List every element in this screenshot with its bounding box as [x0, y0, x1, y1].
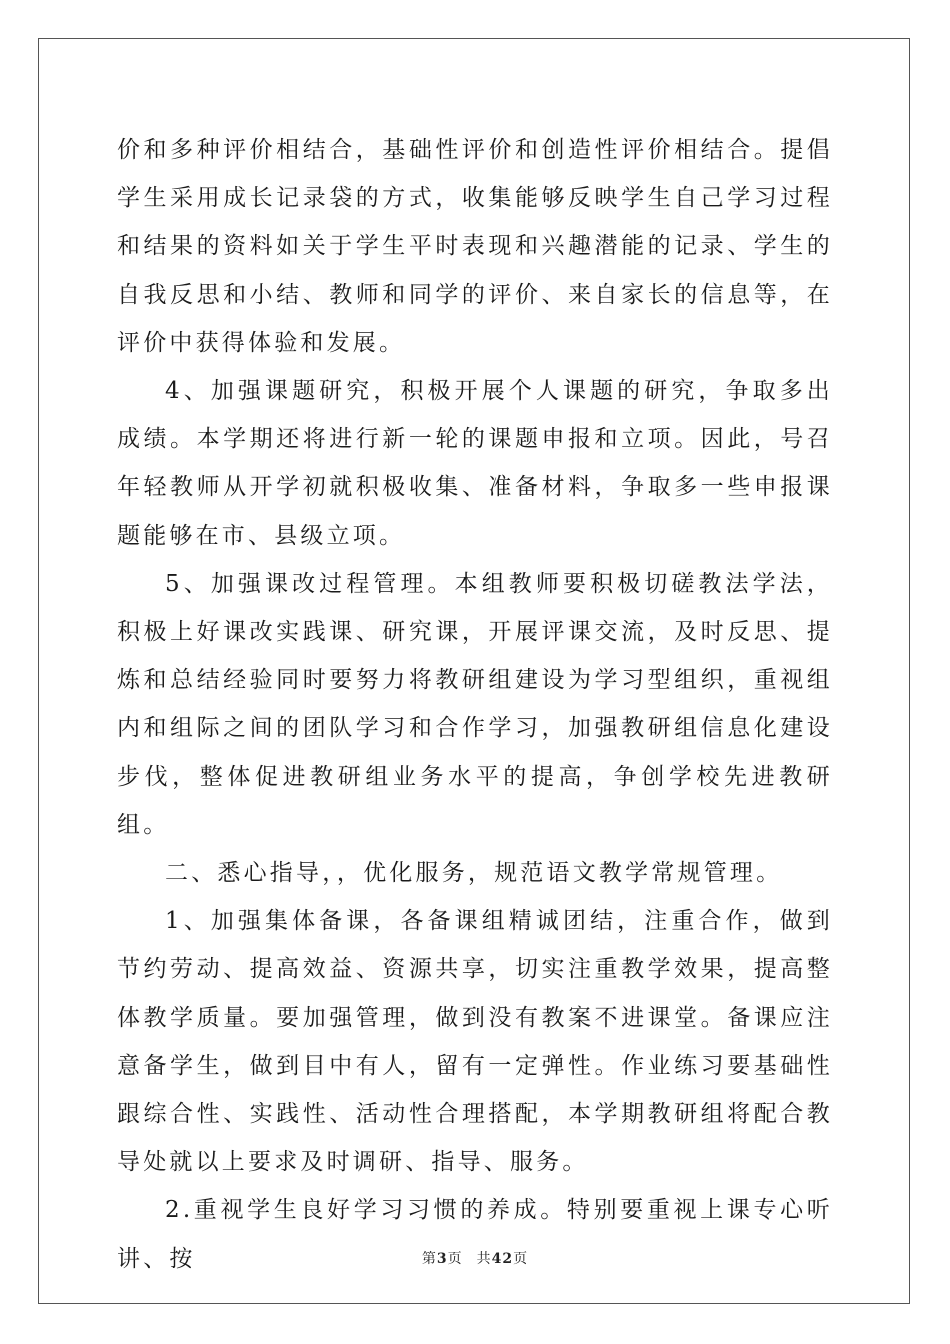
page-suffix: 页	[447, 1251, 463, 1267]
page-footer	[0, 1248, 950, 1268]
page-prefix: 第	[421, 1251, 437, 1267]
total-suffix: 页	[513, 1251, 529, 1267]
paragraph-item-1: 1、加强集体备课，各备课组精诚团结，注重合作，做到节约劳动、提高效益、资源共享，切实注重教学效果，提高整体教学质量。要加强管理，做到没有教案不进课堂。备课应注意备学生，做到目中有人，留有一定弹性。作业练习要基础性跟综合性、实践性、活动性合理搭配，本学期教研组将配合教导处就以上要求及时调研、指导、服务。	[117, 908, 833, 1176]
section-heading-2: 二、悉心指导，，优化服务，规范语文教学常规管理。	[165, 860, 783, 887]
page-number: 3	[436, 1251, 448, 1267]
document-body	[117, 126, 833, 1283]
paragraph-item-4: 4、加强课题研究，积极开展个人课题的研究，争取多出成绩。本学期还将进行新一轮的课题申报和立项。因此，号召年轻教师从开学初就积极收集、准备材料，争取多一些申报课题能够在市、县级立项。	[117, 378, 833, 549]
paragraph-continuation: 价和多种评价相结合，基础性评价和创造性评价相结合。提倡学生采用成长记录袋的方式，收集能够反映学生自己学习过程和结果的资料如关于学生平时表现和兴趣潜能的记录、学生的自我反思和小结、教师和同学的评价、来自家长的信息等，在评价中获得体验和发展。	[117, 137, 833, 356]
total-prefix: 共	[476, 1251, 492, 1267]
total-pages: 42	[491, 1251, 514, 1267]
paragraph-item-2: 2.重视学生良好学习习惯的养成。特别要重视上课专心听讲、按	[117, 1197, 833, 1272]
paragraph-item-5: 5、加强课改过程管理。本组教师要积极切磋教法学法，积极上好课改实践课、研究课，开展评课交流，及时反思、提炼和总结经验同时要努力将教研组建设为学习型组织，重视组内和组际之间的团队学习和合作学习，加强教研组信息化建设步伐，整体促进教研组业务水平的提高，争创学校先进教研组。	[117, 570, 833, 838]
